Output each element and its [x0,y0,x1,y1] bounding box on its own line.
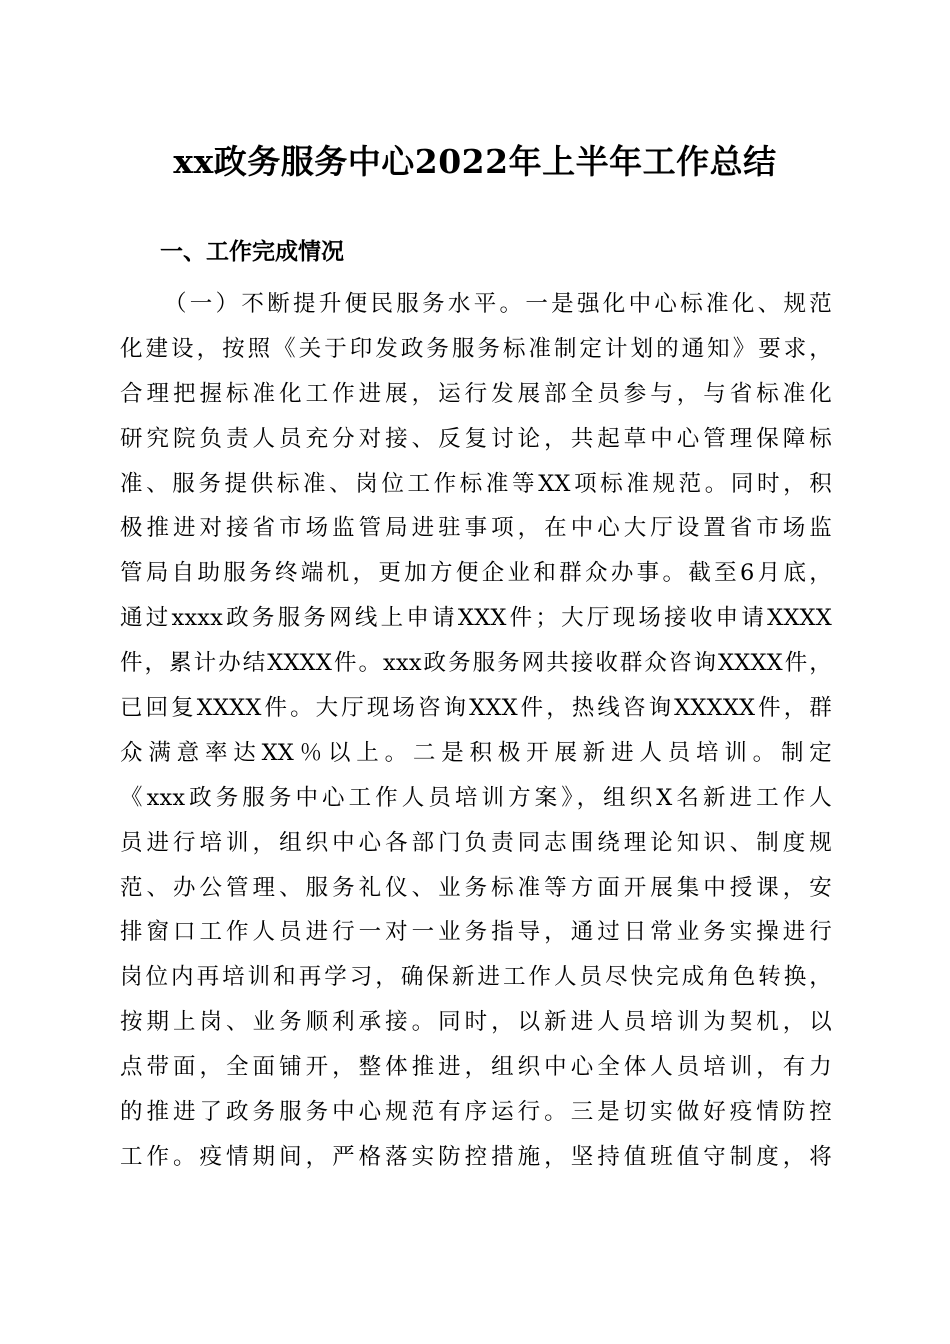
paragraph-line: 已回复XXXX件。大厅现场咨询XXX件，热线咨询XXXXX件，群 [120,695,832,722]
paragraph-line: 通过xxxx政务服务网线上申请XXX件；大厅现场接收申请XXXX [120,605,832,632]
paragraph-line: 的推进了政务服务中心规范有序运行。三是切实做好疫情防控 [120,1099,832,1126]
paragraph-line: 《xxx政务服务中心工作人员培训方案》，组织X名新进工作人 [120,784,832,811]
paragraph-line: 按期上岗、业务顺利承接。同时，以新进人员培训为契机，以 [120,1009,832,1036]
paragraph-line: （一）不断提升便民服务水平。一是强化中心标准化、规范 [164,291,832,317]
paragraph-line: 排窗口工作人员进行一对一业务指导，通过日常业务实操进行 [120,919,832,946]
paragraph-line: 件，累计办结XXXX件。xxx政务服务网共接收群众咨询XXXX件， [120,650,832,677]
document-title: xx政务服务中心2022年上半年工作总结 [173,142,777,181]
body-paragraph [120,282,832,1180]
paragraph-line: 员进行培训，组织中心各部门负责同志围绕理论知识、制度规 [120,829,832,856]
paragraph-line: 合理把握标准化工作进展，运行发展部全员参与，与省标准化 [120,380,832,407]
paragraph-line: 研究院负责人员充分对接、反复讨论，共起草中心管理保障标 [120,425,832,452]
paragraph-line: 管局自助服务终端机，更加方便企业和群众办事。截至6月底， [120,560,832,587]
section-heading: 一、工作完成情况 [160,239,344,265]
paragraph-line: 工作。疫情期间，严格落实防控措施，坚持值班值守制度，将 [120,1143,832,1170]
paragraph-line: 众满意率达XX％以上。二是积极开展新进人员培训。制定 [120,739,832,766]
paragraph-line: 范、办公管理、服务礼仪、业务标准等方面开展集中授课，安 [120,874,832,901]
paragraph-line: 岗位内再培训和再学习，确保新进工作人员尽快完成角色转换， [120,964,832,991]
paragraph-line: 化建设，按照《关于印发政务服务标准制定计划的通知》要求， [120,335,832,362]
paragraph-line: 点带面，全面铺开，整体推进，组织中心全体人员培训，有力 [120,1054,832,1081]
paragraph-line: 准、服务提供标准、岗位工作标准等XX项标准规范。同时，积 [120,470,832,497]
paragraph-line: 极推进对接省市场监管局进驻事项，在中心大厅设置省市场监 [120,515,832,542]
